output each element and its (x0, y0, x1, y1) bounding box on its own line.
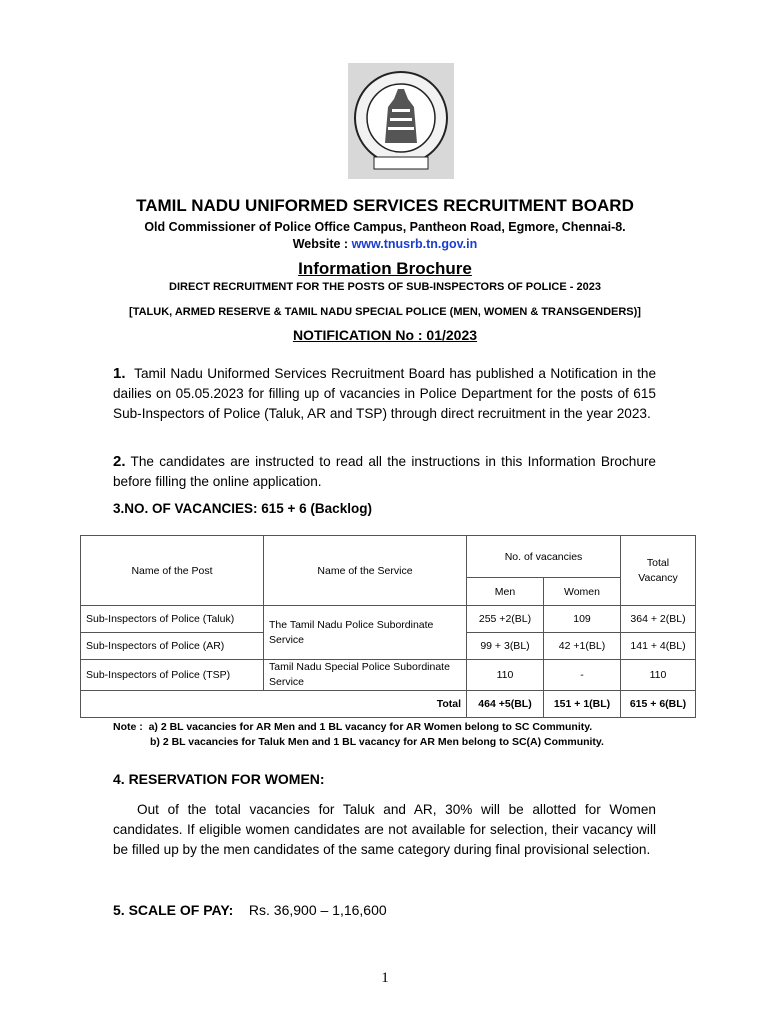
table-row (81, 660, 696, 691)
total-women: 151 + 1(BL) (544, 691, 621, 718)
brochure-title: Information Brochure (298, 259, 472, 278)
website-line (0, 237, 770, 251)
total-label: Total (81, 691, 467, 718)
table-row (81, 606, 696, 633)
note-a-text: a) 2 BL vacancies for AR Men and 1 BL vacancy for AR Women belong to SC Community. (148, 721, 593, 733)
website-link[interactable]: www.tnusrb.tn.gov.in (351, 237, 478, 251)
recruitment-subtitle: [TALUK, ARMED RESERVE & TAMIL NADU SPECIAL POLICE (MEN, WOMEN & TRANSGENDERS)] (129, 306, 641, 318)
header-men: Men (467, 578, 544, 606)
header-vacancies: No. of vacancies (467, 536, 621, 578)
header-service: Name of the Service (264, 536, 467, 606)
women-cell: - (544, 660, 621, 691)
women-cell: 109 (544, 606, 621, 633)
total-cell: 141 + 4(BL) (621, 633, 696, 660)
total-all: 615 + 6(BL) (621, 691, 696, 718)
pay-scale (113, 902, 387, 918)
board-title: TAMIL NADU UNIFORMED SERVICES RECRUITMENT BOARD (136, 196, 634, 215)
total-cell: 364 + 2(BL) (621, 606, 696, 633)
men-cell: 255 +2(BL) (467, 606, 544, 633)
men-cell: 99 + 3(BL) (467, 633, 544, 660)
total-row (81, 691, 696, 718)
note-label: Note : (113, 721, 143, 733)
total-cell: 110 (621, 660, 696, 691)
emblem-icon (348, 63, 454, 179)
notification-number: NOTIFICATION No : 01/2023 (292, 327, 478, 343)
reservation-heading: 4. RESERVATION FOR WOMEN: (113, 771, 325, 787)
post-cell: Sub-Inspectors of Police (Taluk) (81, 606, 264, 633)
men-cell: 110 (467, 660, 544, 691)
section-1-number: 1. (113, 365, 126, 382)
pay-value: Rs. 36,900 – 1,16,600 (248, 902, 387, 918)
section-2-number: 2. (113, 453, 126, 470)
board-address: Old Commissioner of Police Office Campus, Pantheon Road, Egmore, Chennai-8. (144, 220, 626, 234)
section-1 (113, 364, 656, 424)
post-cell: Sub-Inspectors of Police (TSP) (81, 660, 264, 691)
recruitment-heading: DIRECT RECRUITMENT FOR THE POSTS OF SUB-INSPECTORS OF POLICE - 2023 (169, 281, 601, 293)
header-women: Women (544, 578, 621, 606)
page-number: 1 (381, 970, 389, 986)
reservation-text: Out of the total vacancies for Taluk and AR, 30% will be allotted for Women candidates. If eligible women candidates are not available for selection, their vacancy will be filled up by the men candidates of the same category during final provisional selection. (113, 802, 656, 857)
service-cell: The Tamil Nadu Police Subordinate Service (264, 606, 467, 660)
note-a (113, 720, 604, 735)
service-cell: Tamil Nadu Special Police Subordinate Service (264, 660, 467, 691)
header-post: Name of the Post (81, 536, 264, 606)
table-notes (113, 720, 604, 750)
website-label: Website : (292, 237, 349, 251)
header-total: Total Vacancy (621, 536, 696, 606)
section-1-text: Tamil Nadu Uniformed Services Recruitment Board has published a Notification in the dailies on 05.05.2023 for filling up of vacancies in Police Department for the posts of 615 Sub-Inspectors of Police (Taluk, AR and TSP) through direct recruitment in the year 2023. (113, 366, 656, 421)
vacancies-heading: 3.NO. OF VACANCIES: 615 + 6 (Backlog) (113, 501, 372, 516)
board-logo (348, 63, 454, 179)
post-cell: Sub-Inspectors of Police (AR) (81, 633, 264, 660)
note-b-text: b) 2 BL vacancies for Taluk Men and 1 BL vacancy for AR Men belong to SC(A) Community. (150, 736, 604, 748)
pay-heading: 5. SCALE OF PAY: (113, 902, 234, 918)
women-cell: 42 +1(BL) (544, 633, 621, 660)
total-men: 464 +5(BL) (467, 691, 544, 718)
section-2-text: The candidates are instructed to read all the instructions in this Information Brochure before filling the online application. (113, 454, 656, 489)
vacancy-table (80, 535, 696, 718)
section-2 (113, 452, 656, 492)
